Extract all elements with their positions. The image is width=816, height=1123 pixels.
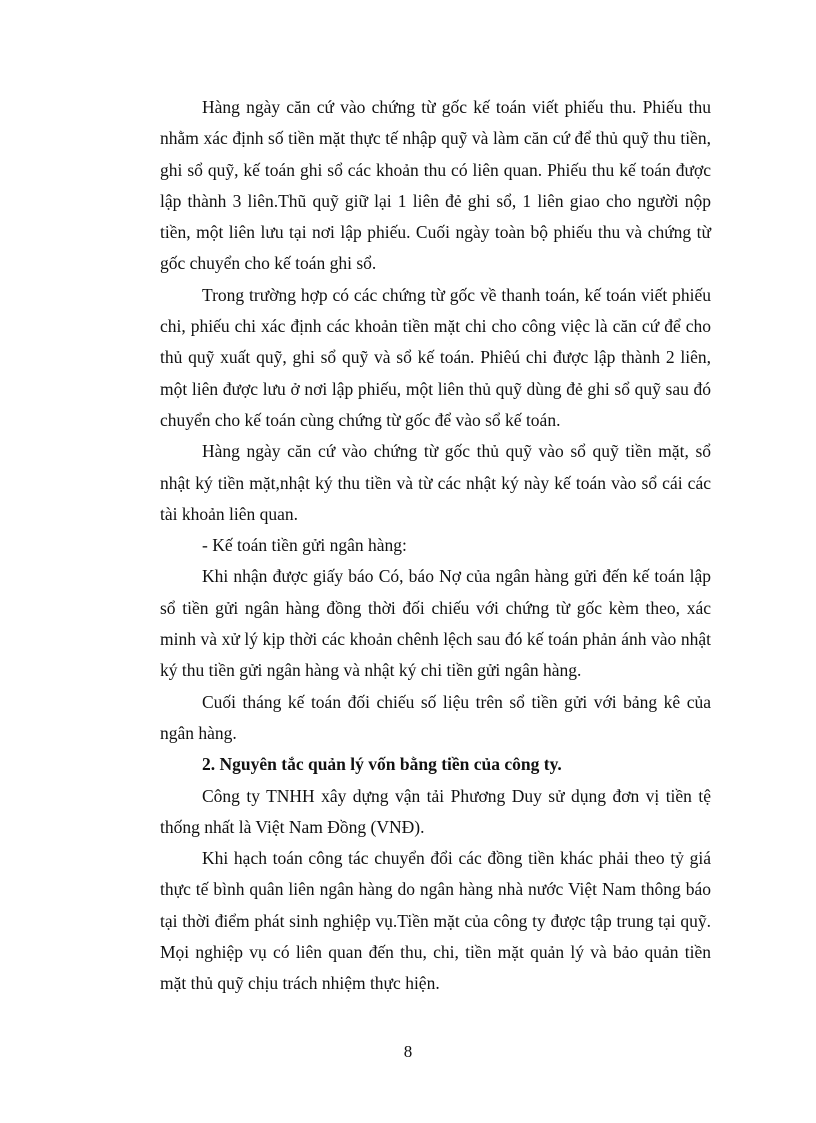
paragraph-payments: Trong trường hợp có các chứng từ gốc về thanh toán, kế toán viết phiếu chi, phiếu chi xác định các khoản tiền mặt chi cho công việc là căn cứ để cho thủ quỹ xuất quỹ, ghi sổ quỹ và sổ kế toán. Phiêú chi được lập thành 2 liên, một liên được lưu ở nơi lập phiếu, một liên thủ quỹ dùng đẻ ghi sổ quỹ sau đó chuyển cho kế toán cùng chứng từ gốc để vào sổ kế toán. — [160, 284, 711, 430]
paragraph-cash-book: Hàng ngày căn cứ vào chứng từ gốc thủ quỹ vào sổ quỹ tiền mặt, sổ nhật ký tiền mặt,nhật ký thu tiền và từ các nhật ký này kế toán vào sổ cái các tài khoản liên quan. — [160, 441, 711, 524]
page-content — [160, 92, 711, 1000]
paragraph-bank-deposit-title: - Kế toán tiền gửi ngân hàng: — [202, 535, 407, 556]
paragraph-exchange-rate: Khi hạch toán công tác chuyển đổi các đồng tiền khác phải theo tỷ giá thực tế bình quân liên ngân hàng do ngân hàng nhà nước Việt Nam thông báo tại thời điểm phát sinh nghiệp vụ.Tiền mặt của công ty được tập trung tại quỹ. Mọi nghiệp vụ có liên quan đến thu, chi, tiền mặt quản lý và bảo quản tiền mặt thủ quỹ chịu trách nhiệm thực hiện. — [160, 848, 711, 994]
paragraph-currency-unit: Công ty TNHH xây dựng vận tải Phương Duy sử dụng đơn vị tiền tệ thống nhất là Việt Nam Đồng (VNĐ). — [160, 785, 711, 837]
paragraph-receipts: Hàng ngày căn cứ vào chứng từ gốc kế toán viết phiếu thu. Phiếu thu nhằm xác định số tiền mặt thực tế nhập quỹ và làm căn cứ để thủ quỹ thu tiền, ghi sổ quỹ, kế toán ghi sổ các khoản thu có liên quan. Phiếu thu kế toán được lập thành 3 liên.Thũ quỹ giữ lại 1 liên đẻ ghi sổ, 1 liên giao cho người nộp tiền, một liên lưu tại nơi lập phiếu. Cuối ngày toàn bộ phiếu thu và chứng từ gốc chuyển cho kế toán ghi sổ. — [160, 97, 711, 274]
section-heading: 2. Nguyên tắc quản lý vốn bằng tiền của công ty. — [202, 754, 562, 775]
paragraph-bank-notices: Khi nhận được giấy báo Có, báo Nợ của ngân hàng gửi đến kế toán lập sổ tiền gửi ngân hàng đồng thời đối chiếu với chứng từ gốc kèm theo, xác minh và xử lý kịp thời các khoản chênh lệch sau đó kế toán phản ánh vào nhật ký thu tiền gửi ngân hàng và nhật ký chi tiền gửi ngân hàng. — [160, 566, 711, 681]
page-number: 8 — [403, 1042, 413, 1061]
paragraph-month-end: Cuối tháng kế toán đối chiếu số liệu trên sổ tiền gửi với bảng kê của ngân hàng. — [160, 691, 711, 743]
